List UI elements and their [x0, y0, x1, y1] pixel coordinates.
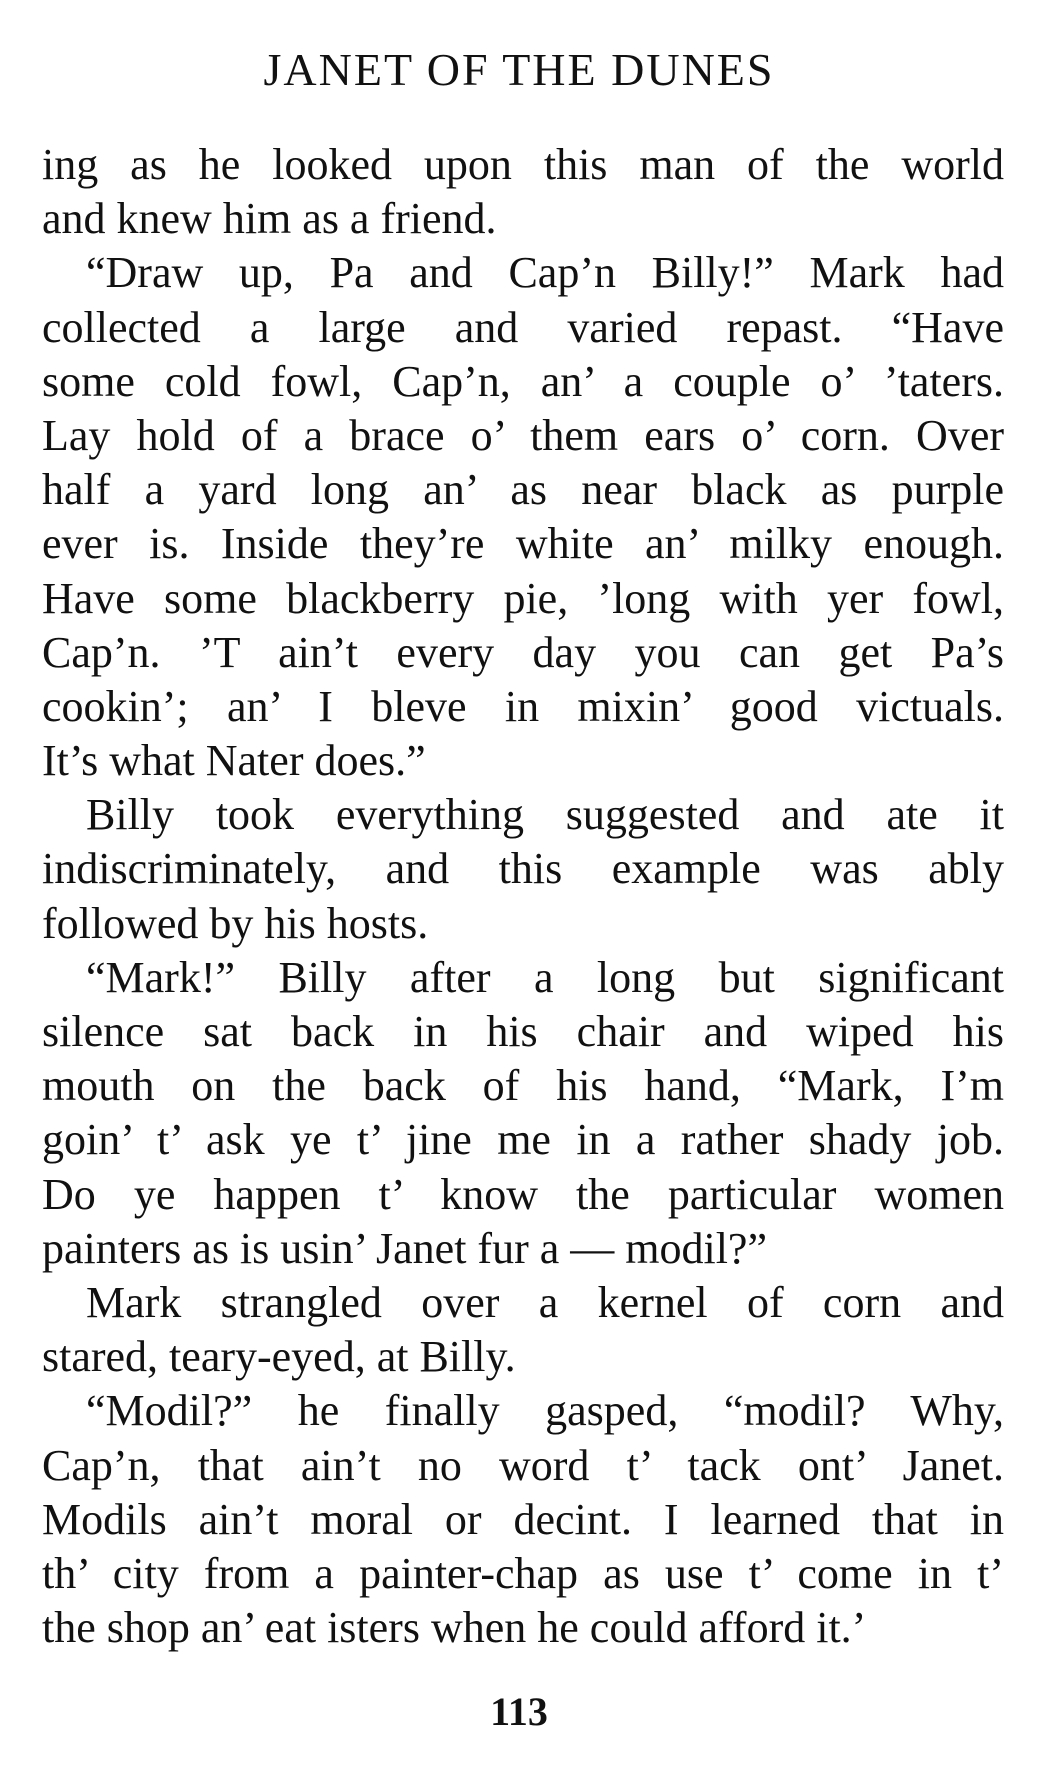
- text-line: and knew him as a friend.: [42, 194, 497, 244]
- text-line: ever is. Inside they’re white an’ milky enough.: [42, 519, 1004, 569]
- text-line: the shop an’ eat isters when he could afford it.’: [42, 1603, 867, 1653]
- text-line: Cap’n, that ain’t no word t’ tack ont’ Janet.: [42, 1440, 1004, 1490]
- text-line: Cap’n. ’T ain’t every day you can get Pa’s: [42, 627, 1004, 677]
- text-line: cookin’; an’ I bleve in mixin’ good victuals.: [42, 681, 1004, 731]
- running-head-title: JANET OF THE DUNES: [263, 44, 775, 95]
- text-line: followed by his hosts.: [42, 898, 429, 948]
- text-line: “Mark!” Billy after a long but significant: [86, 952, 1004, 1002]
- text-line: It’s what Nater does.”: [42, 736, 426, 786]
- text-line: goin’ t’ ask ye t’ jine me in a rather shady job.: [42, 1115, 1004, 1165]
- text-line: Do ye happen t’ know the particular women: [42, 1169, 1004, 1219]
- text-line: Modils ain’t moral or decint. I learned that in: [42, 1494, 1004, 1544]
- text-line: ing as he looked upon this man of the world: [42, 140, 1004, 189]
- text-line: “Modil?” he finally gasped, “modil? Why,: [86, 1386, 1004, 1436]
- text-line: Billy took everything suggested and ate it: [86, 790, 1004, 840]
- text-line: mouth on the back of his hand, “Mark, I’m: [42, 1061, 1004, 1111]
- text-line: some cold fowl, Cap’n, an’ a couple o’ ’taters.: [42, 356, 1004, 406]
- text-line: silence sat back in his chair and wiped his: [42, 1007, 1004, 1056]
- text-line: indiscriminately, and this example was ably: [42, 844, 1004, 894]
- text-line: Mark strangled over a kernel of corn and: [86, 1277, 1004, 1327]
- text-line: th’ city from a painter-chap as use t’ come in t’: [42, 1548, 1004, 1598]
- text-line: “Draw up, Pa and Cap’n Billy!” Mark had: [86, 248, 1004, 298]
- text-line: Lay hold of a brace o’ them ears o’ corn. Over: [42, 410, 1004, 460]
- text-line: half a yard long an’ as near black as purple: [42, 465, 1004, 515]
- body-text: [42, 138, 1004, 1655]
- text-line: collected a large and varied repast. “Have: [42, 302, 1004, 352]
- page-number: 113: [490, 1689, 548, 1734]
- text-line: stared, teary-eyed, at Billy.: [42, 1332, 516, 1382]
- text-line: Have some blackberry pie, ’long with yer fowl,: [42, 573, 1004, 623]
- text-line: painters as is usin’ Janet fur a — modil?”: [42, 1223, 767, 1273]
